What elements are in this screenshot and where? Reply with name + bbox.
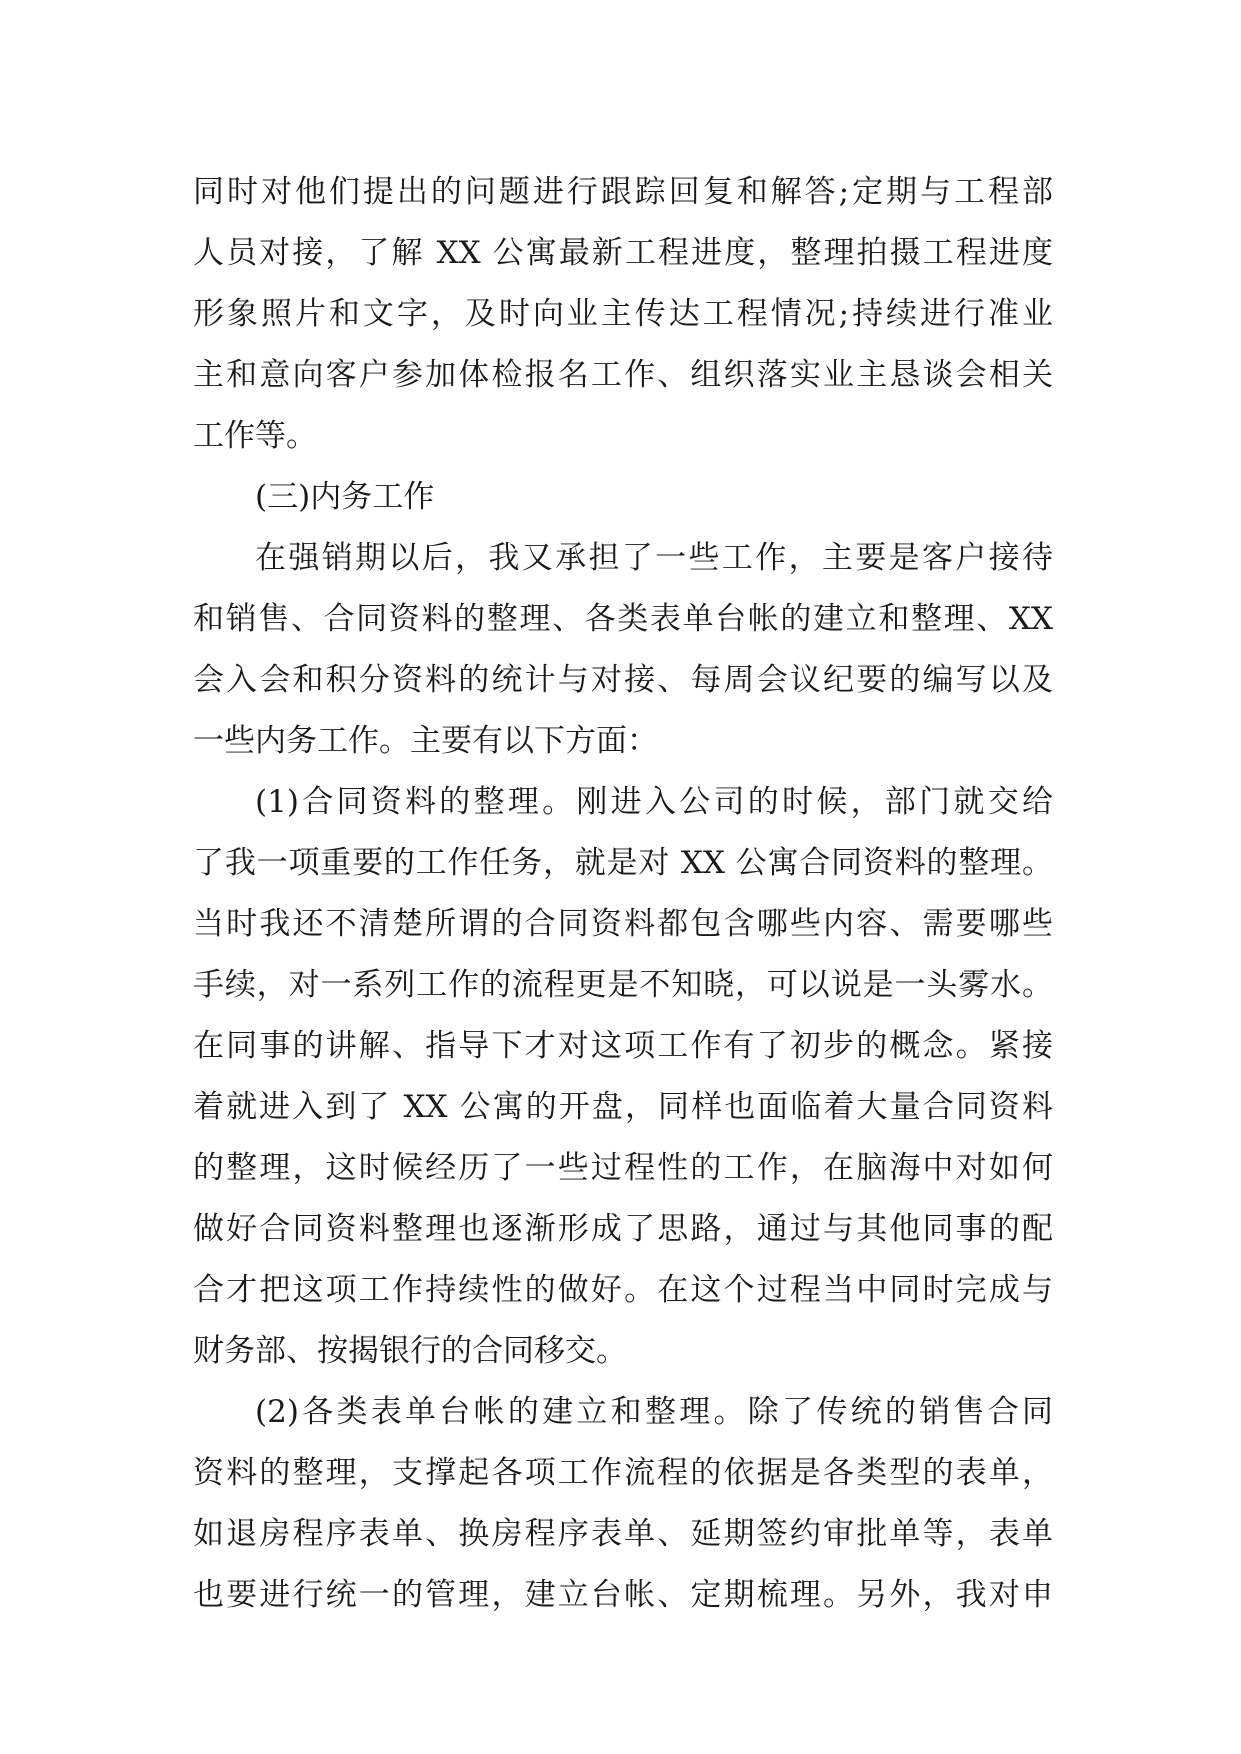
text-line: 做好合同资料整理也逐渐形成了思路，通过与其他同事的配 xyxy=(193,1211,1053,1247)
text-line: 着就进入到了 XX 公寓的开盘，同样也面临着大量合同资料 xyxy=(193,1089,1053,1125)
text-line: 人员对接，了解 XX 公寓最新工程进度，整理拍摄工程进度 xyxy=(193,235,1053,271)
text-line: 形象照片和文字，及时向业主传达工程情况;持续进行准业 xyxy=(193,296,1053,332)
text-line: 合才把这项工作持续性的做好。在这个过程当中同时完成与 xyxy=(193,1272,1053,1308)
paragraph-first-line: (1)合同资料的整理。刚进入公司的时候，部门就交给 xyxy=(255,784,1053,820)
text-line: 会入会和积分资料的统计与对接、每周会议纪要的编写以及 xyxy=(193,662,1053,698)
text-line: 和销售、合同资料的整理、各类表单台帐的建立和整理、XX xyxy=(193,601,1053,637)
text-line: 工作等。 xyxy=(193,418,317,454)
paragraph-first-line: 在强销期以后，我又承担了一些工作，主要是客户接待 xyxy=(255,540,1053,576)
text-line: 资料的整理，支撑起各项工作流程的依据是各类型的表单， xyxy=(193,1455,1053,1491)
text-line: 同时对他们提出的问题进行跟踪回复和解答;定期与工程部 xyxy=(193,174,1053,210)
text-line: 的整理，这时候经历了一些过程性的工作，在脑海中对如何 xyxy=(193,1150,1053,1186)
text-line: 当时我还不清楚所谓的合同资料都包含哪些内容、需要哪些 xyxy=(193,906,1053,942)
text-line: 在同事的讲解、指导下才对这项工作有了初步的概念。紧接 xyxy=(193,1028,1053,1064)
text-line: 了我一项重要的工作任务，就是对 XX 公寓合同资料的整理。 xyxy=(193,845,1053,881)
text-line: 如退房程序表单、换房程序表单、延期签约审批单等，表单 xyxy=(193,1516,1053,1552)
paragraph-first-line: (2)各类表单台帐的建立和整理。除了传统的销售合同 xyxy=(255,1394,1053,1430)
text-line: 主和意向客户参加体检报名工作、组织落实业主恳谈会相关 xyxy=(193,357,1053,393)
text-line: 财务部、按揭银行的合同移交。 xyxy=(193,1333,627,1369)
text-line: 也要进行统一的管理，建立台帐、定期梳理。另外，我对申 xyxy=(193,1577,1053,1613)
text-line: 一些内务工作。主要有以下方面： xyxy=(193,723,658,759)
body-text xyxy=(193,162,1053,1626)
section-heading: (三)内务工作 xyxy=(255,479,435,515)
text-line: 手续，对一系列工作的流程更是不知晓，可以说是一头雾水。 xyxy=(193,967,1053,1003)
